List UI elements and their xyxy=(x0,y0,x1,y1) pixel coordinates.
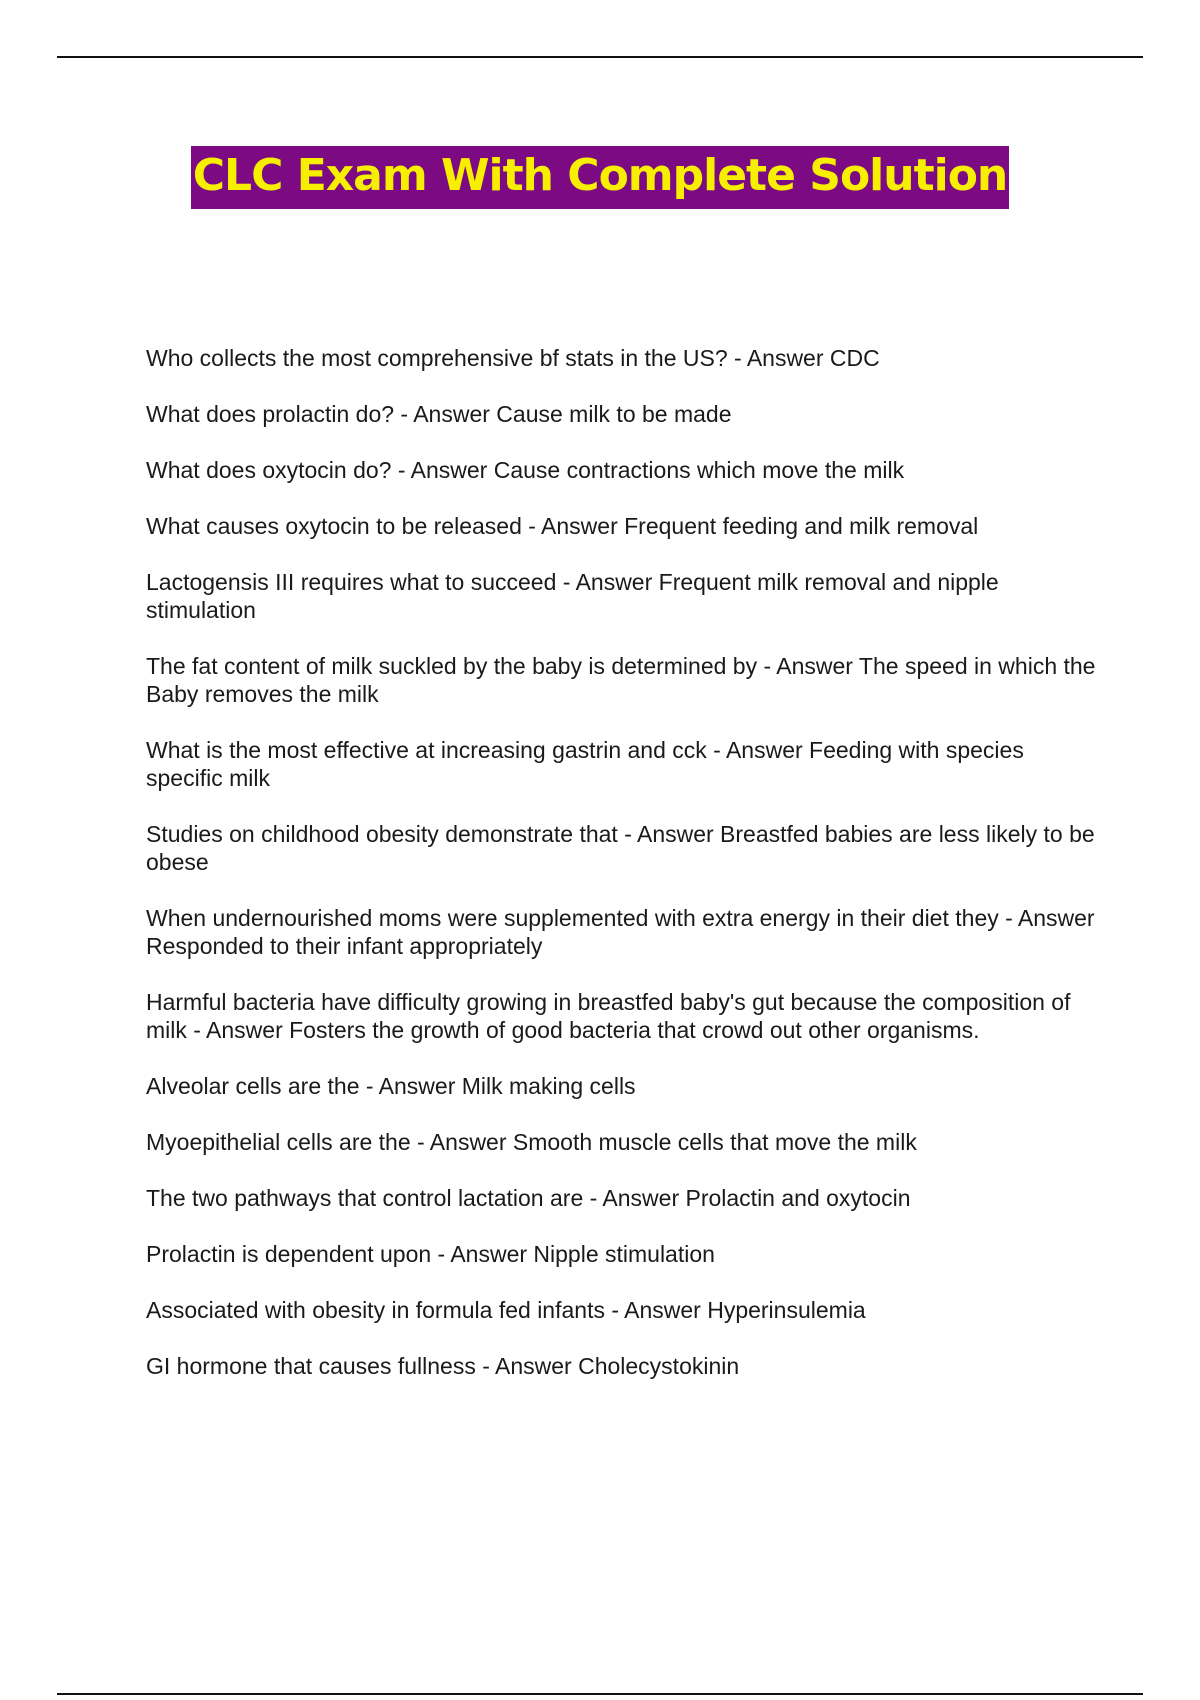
qa-item: What causes oxytocin to be released - Answer Frequent feeding and milk removal xyxy=(146,513,979,539)
qa-item: Studies on childhood obesity demonstrate that - Answer Breastfed babies are less likely to be obese xyxy=(146,821,1095,875)
bottom-rule xyxy=(57,1693,1143,1695)
qa-item: When undernourished moms were supplemented with extra energy in their diet they - Answer Responded to their infant appropriately xyxy=(146,905,1095,959)
title-container xyxy=(0,146,1200,209)
qa-item: What does prolactin do? - Answer Cause milk to be made xyxy=(146,401,732,427)
document-title: CLC Exam With Complete Solution xyxy=(191,146,1010,209)
qa-item: What does oxytocin do? - Answer Cause contractions which move the milk xyxy=(146,457,905,483)
qa-item: Lactogensis III requires what to succeed - Answer Frequent milk removal and nipple stimulation xyxy=(146,569,999,623)
qa-item: Who collects the most comprehensive bf stats in the US? - Answer CDC xyxy=(146,345,880,371)
qa-item: Alveolar cells are the - Answer Milk making cells xyxy=(146,1073,636,1099)
top-rule xyxy=(57,56,1143,58)
qa-item: GI hormone that causes fullness - Answer Cholecystokinin xyxy=(146,1353,740,1379)
qa-item: Associated with obesity in formula fed infants - Answer Hyperinsulemia xyxy=(146,1297,866,1323)
qa-item: The fat content of milk suckled by the baby is determined by - Answer The speed in which the Baby removes the milk xyxy=(146,653,1096,707)
qa-item: What is the most effective at increasing gastrin and cck - Answer Feeding with species specific milk xyxy=(146,737,1024,791)
qa-item: Harmful bacteria have difficulty growing in breastfed baby's gut because the composition of milk - Answer Fosters the growth of good bacteria that crowd out other organisms. xyxy=(146,989,1071,1043)
qa-list xyxy=(146,344,1096,1408)
qa-item: Prolactin is dependent upon - Answer Nipple stimulation xyxy=(146,1241,715,1267)
qa-item: Myoepithelial cells are the - Answer Smooth muscle cells that move the milk xyxy=(146,1129,917,1155)
qa-item: The two pathways that control lactation are - Answer Prolactin and oxytocin xyxy=(146,1185,911,1211)
